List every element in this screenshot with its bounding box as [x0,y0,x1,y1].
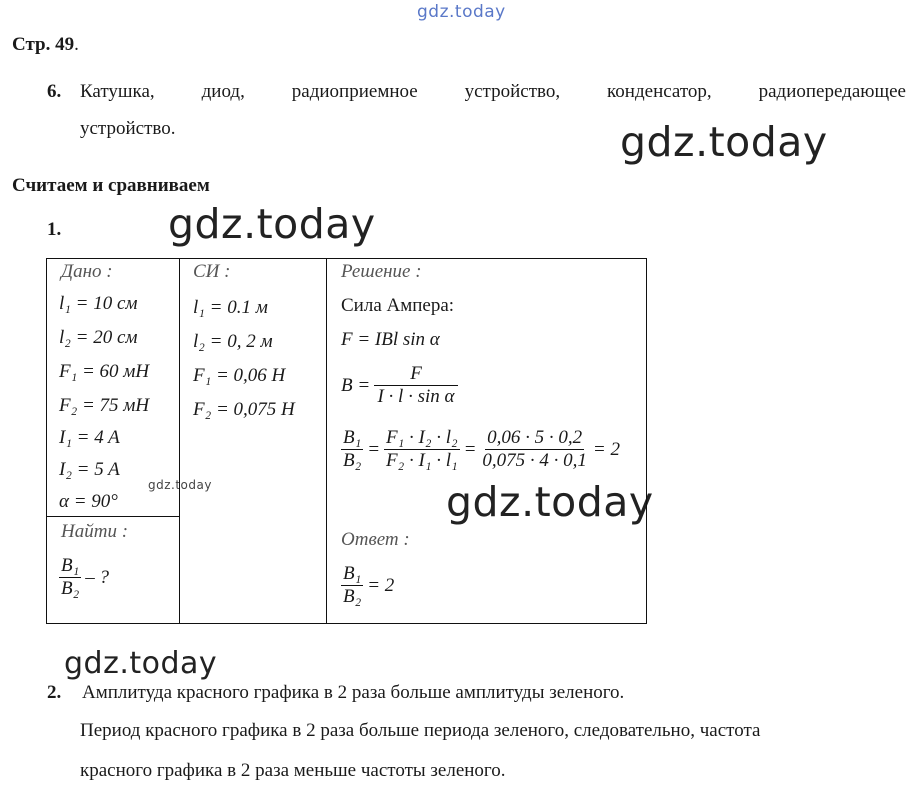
ratio-formula [341,427,620,472]
fraction-numerator: F [374,363,458,386]
equals-sign: = [463,438,477,460]
find-header: Найти : [61,521,129,542]
given-line: I₂ = 5 A [59,459,120,480]
find-suffix: – ? [85,566,109,588]
fraction [384,427,460,472]
q6-line2: устройство. [80,118,176,139]
page-reference [12,34,79,56]
fraction [341,563,363,608]
si-line: F₁ = 0,06 Н [193,365,286,386]
q6-word: радиопередающее [758,81,906,102]
watermark: gdz.today [620,118,828,166]
watermark: gdz.today [64,646,218,681]
page-reference-dot: . [74,34,79,55]
fraction-numerator: B₁ [343,563,362,584]
q6-line1 [80,81,906,103]
watermark: gdz.today [446,478,654,526]
fraction-denominator: 0,075 · 4 · 0,1 [482,450,587,471]
given-line: I₁ = 4 A [59,427,120,448]
task1-number: 1. [47,219,62,240]
formula-lhs: B = [341,374,371,396]
solution-table [46,258,647,624]
q6-word: радиоприемное [291,81,418,102]
fraction-numerator: 0,06 · 5 · 0,2 [487,427,583,448]
fraction-numerator: B₁ [343,427,362,448]
find-expression [59,555,109,600]
task2-number: 2. [47,682,62,703]
fraction-numerator: F₁ · I₂ · l₂ [386,427,458,448]
given-line: F₁ = 60 мН [59,361,150,382]
equals-sign: = [367,438,381,460]
si-line: l₂ = 0, 2 м [193,331,273,352]
fraction-denominator: F₂ · I₁ · l₁ [386,450,458,471]
si-header: СИ : [193,261,231,282]
watermark: gdz.today [168,200,376,248]
solution-line: Сила Ампера: [341,295,455,316]
fraction [374,363,458,408]
fraction [341,427,363,472]
page-reference-label: Стр. 49 [12,34,75,55]
solution-header: Решение : [341,261,422,282]
task2-line: Период красного графика в 2 раза больше периода зеленого, следовательно, частота [80,720,761,741]
section-title: Считаем и сравниваем [12,175,210,196]
fraction-denominator: B₂ [61,578,80,599]
fraction [480,427,589,472]
induction-formula [341,363,458,408]
table-divider [47,516,179,517]
given-line: α = 90° [59,491,118,512]
given-line: F₂ = 75 мН [59,395,150,416]
table-divider [326,259,327,623]
fraction [59,555,81,600]
fraction-denominator: I · l · sin α [377,386,455,407]
si-line: F₂ = 0,075 Н [193,399,295,420]
answer-header: Ответ : [341,529,410,550]
given-line: l₁ = 10 см [59,293,138,314]
q6-word: устройство, [464,81,561,102]
given-header: Дано : [61,261,113,282]
answer-expression [341,563,394,608]
table-divider [179,259,180,623]
watermark-top: gdz.today [417,2,506,22]
fraction-numerator: B₁ [61,555,80,576]
task2-line: красного графика в 2 раза меньше частоты зеленого. [80,760,506,781]
si-line: l₁ = 0.1 м [193,297,268,318]
q6-word: Катушка, [80,81,155,102]
q6-word: диод, [201,81,245,102]
watermark-small: gdz.today [148,478,212,492]
q6-number: 6. [47,81,62,102]
given-line: l₂ = 20 см [59,327,138,348]
task2-line: Амплитуда красного графика в 2 раза больше амплитуды зеленого. [82,682,625,703]
fraction-denominator: B₂ [343,586,362,607]
solution-formula: F = IBl sin α [341,329,440,350]
ratio-result: = 2 [592,438,620,460]
answer-result: = 2 [367,574,395,596]
fraction-denominator: B₂ [343,450,362,471]
q6-word: конденсатор, [607,81,712,102]
